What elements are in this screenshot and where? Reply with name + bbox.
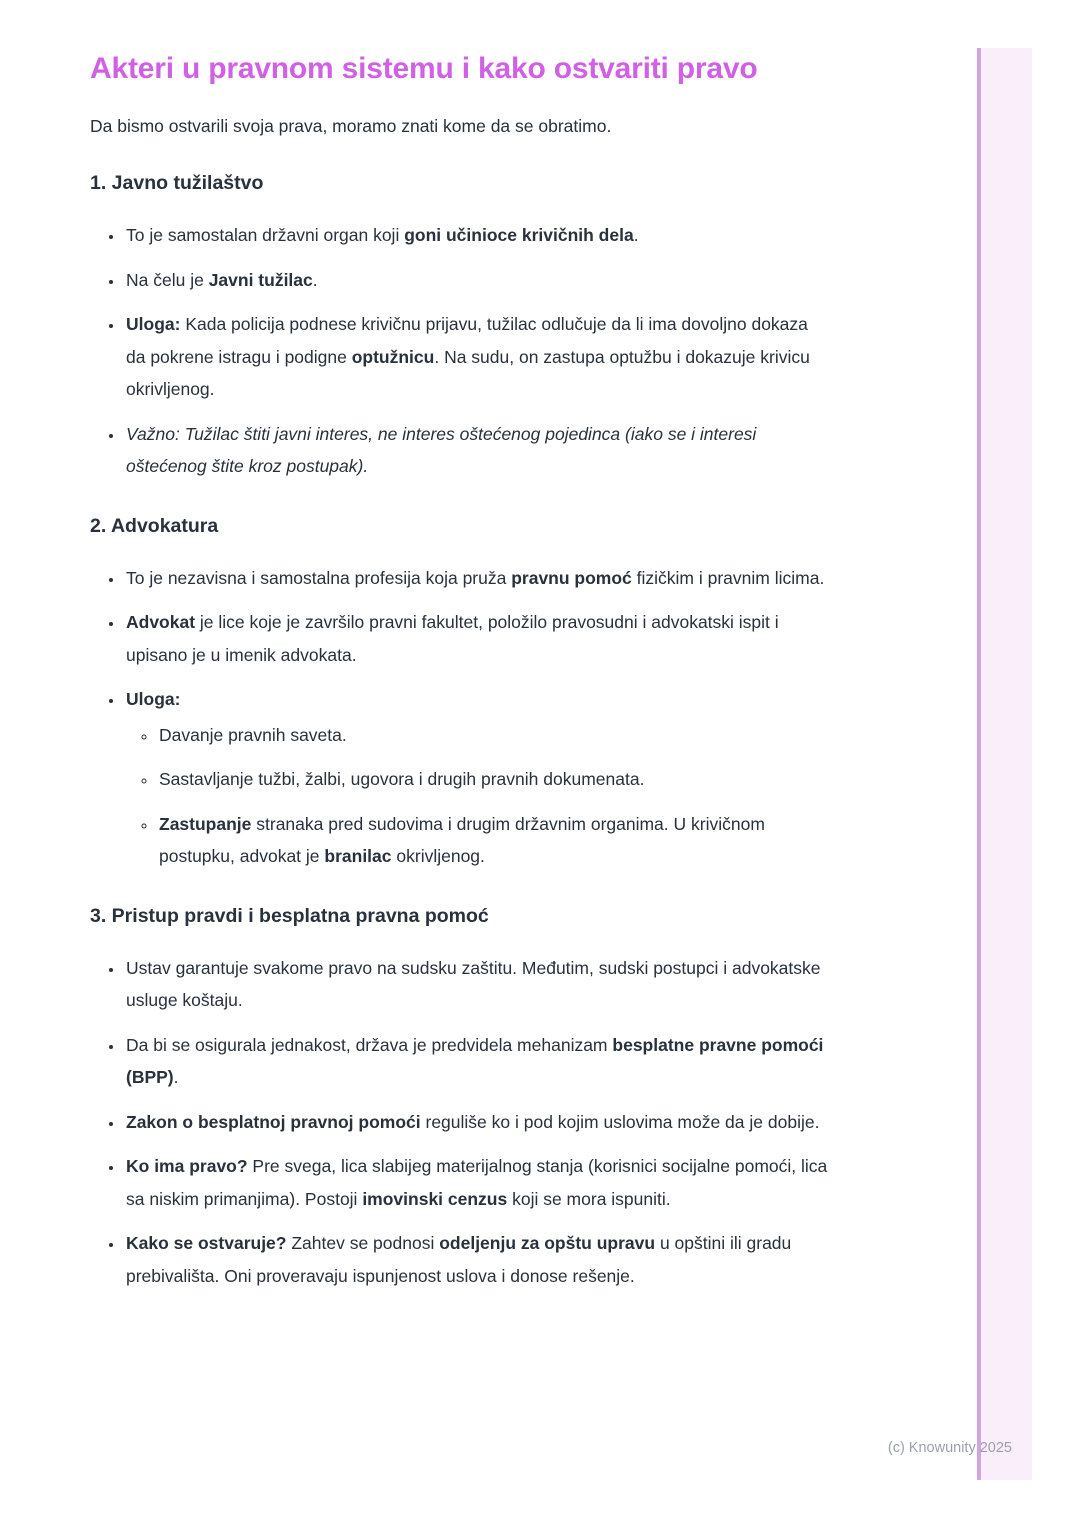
sub-list-item: ◦ Sastavljanje tužbi, žalbi, ugovora i drugih pravnih dokumenata. [157, 763, 832, 796]
list-item: • Zakon o besplatnoj pravnoj pomoći reguliše ko i pod kojim uslovima može da je dobije. [124, 1106, 832, 1139]
section-pristup-pravdi [90, 903, 832, 1293]
bullet-list [90, 219, 832, 483]
section-heading: 2. Advokatura [90, 514, 219, 537]
list-item: • Uloga: Kada policija podnese krivičnu prijavu, tužilac odlučuje da li ima dovoljno dokaza da pokrene istragu i podigne optužnicu. Na sudu, on zastupa optužbu i dokazuje krivicu okrivljenog. [124, 308, 832, 406]
sub-bullet-list [126, 719, 832, 873]
sub-list-item: ◦ Zastupanje stranaka pred sudovima i drugim državnim organima. U krivičnom postupku, advokat je branilac okrivljenog. [157, 808, 832, 873]
section-javno-tuzilastvo [90, 170, 832, 483]
section-heading: 3. Pristup pravdi i besplatna pravna pomoć [90, 904, 489, 927]
sub-list-item: ◦ Davanje pravnih saveta. [157, 719, 832, 752]
list-item: • To je nezavisna i samostalna profesija koja pruža pravnu pomoć fizičkim i pravnim licima. [124, 562, 832, 595]
section-heading: 1. Javno tužilaštvo [90, 172, 264, 194]
page-title: Akteri u pravnom sistemu i kako ostvariti pravo [90, 52, 758, 85]
list-item: • Važno: Tužilac štiti javni interes, ne interes oštećenog pojedinca (iako se i interesi oštećenog štite kroz postupak). [124, 418, 832, 483]
copyright-note: (c) Knowunity 2025 [887, 1440, 1012, 1456]
list-item [124, 683, 832, 873]
list-item: • Da bi se osigurala jednakost, država je predvidela mehanizam besplatne pravne pomoći (BPP). [124, 1029, 832, 1094]
intro-paragraph: Da bismo ostvarili svoja prava, moramo znati kome da se obratimo. [90, 116, 612, 136]
list-item: • Na čelu je Javni tužilac. [124, 264, 832, 297]
list-item: • Ustav garantuje svakome pravo na sudsku zaštitu. Međutim, sudski postupci i advokatske usluge koštaju. [124, 952, 832, 1017]
list-item-label: Uloga: [126, 689, 181, 709]
decorative-pink-stripe [977, 48, 1032, 1480]
bullet-list [90, 952, 832, 1293]
list-item: • Ko ima pravo? Pre svega, lica slabijeg materijalnog stanja (korisnici socijalne pomoći, lica sa niskim primanjima). Postoji imovinski cenzus koji se mora ispuniti. [124, 1150, 832, 1215]
list-item: • Advokat je lice koje je završilo pravni fakultet, položilo pravosudni i advokatski ispit i upisano je u imenik advokata. [124, 606, 832, 671]
document-body [90, 50, 832, 1292]
section-advokatura [90, 513, 832, 873]
list-item: • Kako se ostvaruje? Zahtev se podnosi odeljenju za opštu upravu u opštini ili gradu prebivališta. Oni proveravaju ispunjenost uslova i donose rešenje. [124, 1227, 832, 1292]
list-item: • To je samostalan državni organ koji goni učinioce krivičnih dela. [124, 219, 832, 252]
bullet-list [90, 562, 832, 873]
